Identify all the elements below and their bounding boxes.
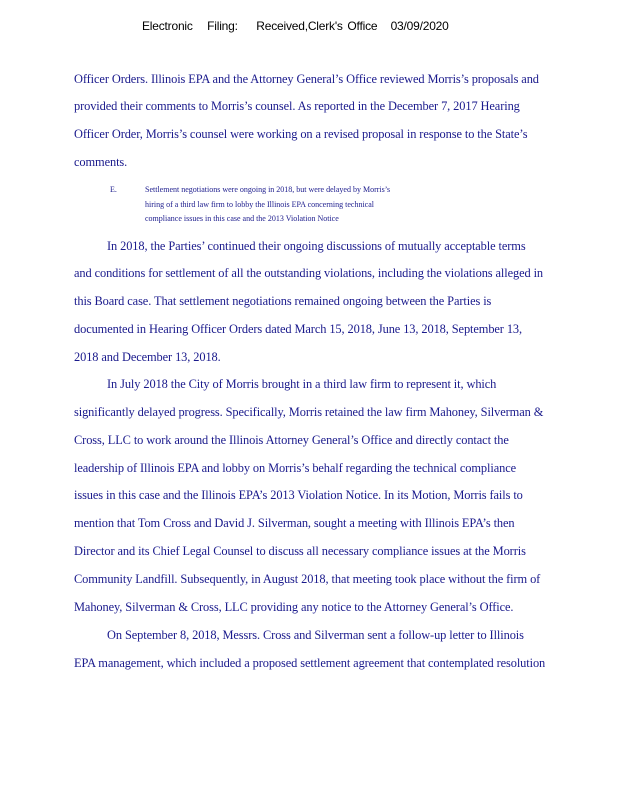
section-letter: E.	[110, 185, 117, 194]
header-electronic: Electronic	[142, 19, 193, 33]
heading-line: compliance issues in this case and the 2013 Violation Notice	[145, 214, 339, 223]
header-date: 03/09/2020	[390, 19, 449, 33]
text-line: 2018 and December 13, 2018.	[74, 350, 221, 364]
text-line: EPA management, which included a proposed settlement agreement that contemplated resolution	[74, 656, 546, 670]
text-line: comments.	[74, 155, 128, 169]
heading-line: hiring of a third law firm to lobby the Illinois EPA concerning technical	[145, 200, 374, 209]
text-line: Director and its Chief Legal Counsel to discuss all necessary compliance issues at the Morris	[74, 544, 526, 558]
text-line: issues in this case and the Illinois EPA’s 2013 Violation Notice. In its Motion, Morris fails to	[74, 488, 523, 502]
text-line: and conditions for settlement of all the outstanding violations, including the violations alleged in	[74, 266, 544, 280]
header-filing: Filing:	[207, 19, 238, 33]
text-line: Community Landfill. Subsequently, in August 2018, that meeting took place without the firm of	[74, 572, 541, 586]
filing-header	[142, 19, 449, 33]
text-line: this Board case. That settlement negotiations remained ongoing between the Parties is	[74, 294, 492, 308]
text-line: Officer Orders. Illinois EPA and the Attorney General’s Office reviewed Morris’s proposals and	[74, 72, 539, 86]
text-line: In July 2018 the City of Morris brought in a third law firm to represent it, which	[107, 377, 497, 391]
text-line: leadership of Illinois EPA and lobby on Morris’s behalf regarding the technical compliance	[74, 461, 516, 475]
text-line: significantly delayed progress. Specifically, Morris retained the law firm Mahoney, Silverman &	[74, 405, 544, 419]
text-line: Officer Order, Morris’s counsel were working on a revised proposal in response to the State’s	[74, 127, 528, 141]
heading-line: Settlement negotiations were ongoing in 2018, but were delayed by Morris’s	[145, 185, 391, 194]
text-line: In 2018, the Parties’ continued their ongoing discussions of mutually acceptable terms	[107, 239, 526, 253]
text-line: Mahoney, Silverman & Cross, LLC providing any notice to the Attorney General’s Office.	[74, 600, 514, 614]
header-office: Office	[347, 19, 378, 33]
text-line: provided their comments to Morris’s counsel. As reported in the December 7, 2017 Hearing	[74, 99, 520, 113]
text-line: Cross, LLC to work around the Illinois Attorney General’s Office and directly contact the	[74, 433, 509, 447]
header-received: Received,Clerk's	[256, 19, 343, 33]
text-line: mention that Tom Cross and David J. Silverman, sought a meeting with Illinois EPA’s then	[74, 516, 515, 530]
text-line: documented in Hearing Officer Orders dated March 15, 2018, June 13, 2018, September 13,	[74, 322, 523, 336]
text-line: On September 8, 2018, Messrs. Cross and Silverman sent a follow-up letter to Illinois	[107, 628, 524, 642]
